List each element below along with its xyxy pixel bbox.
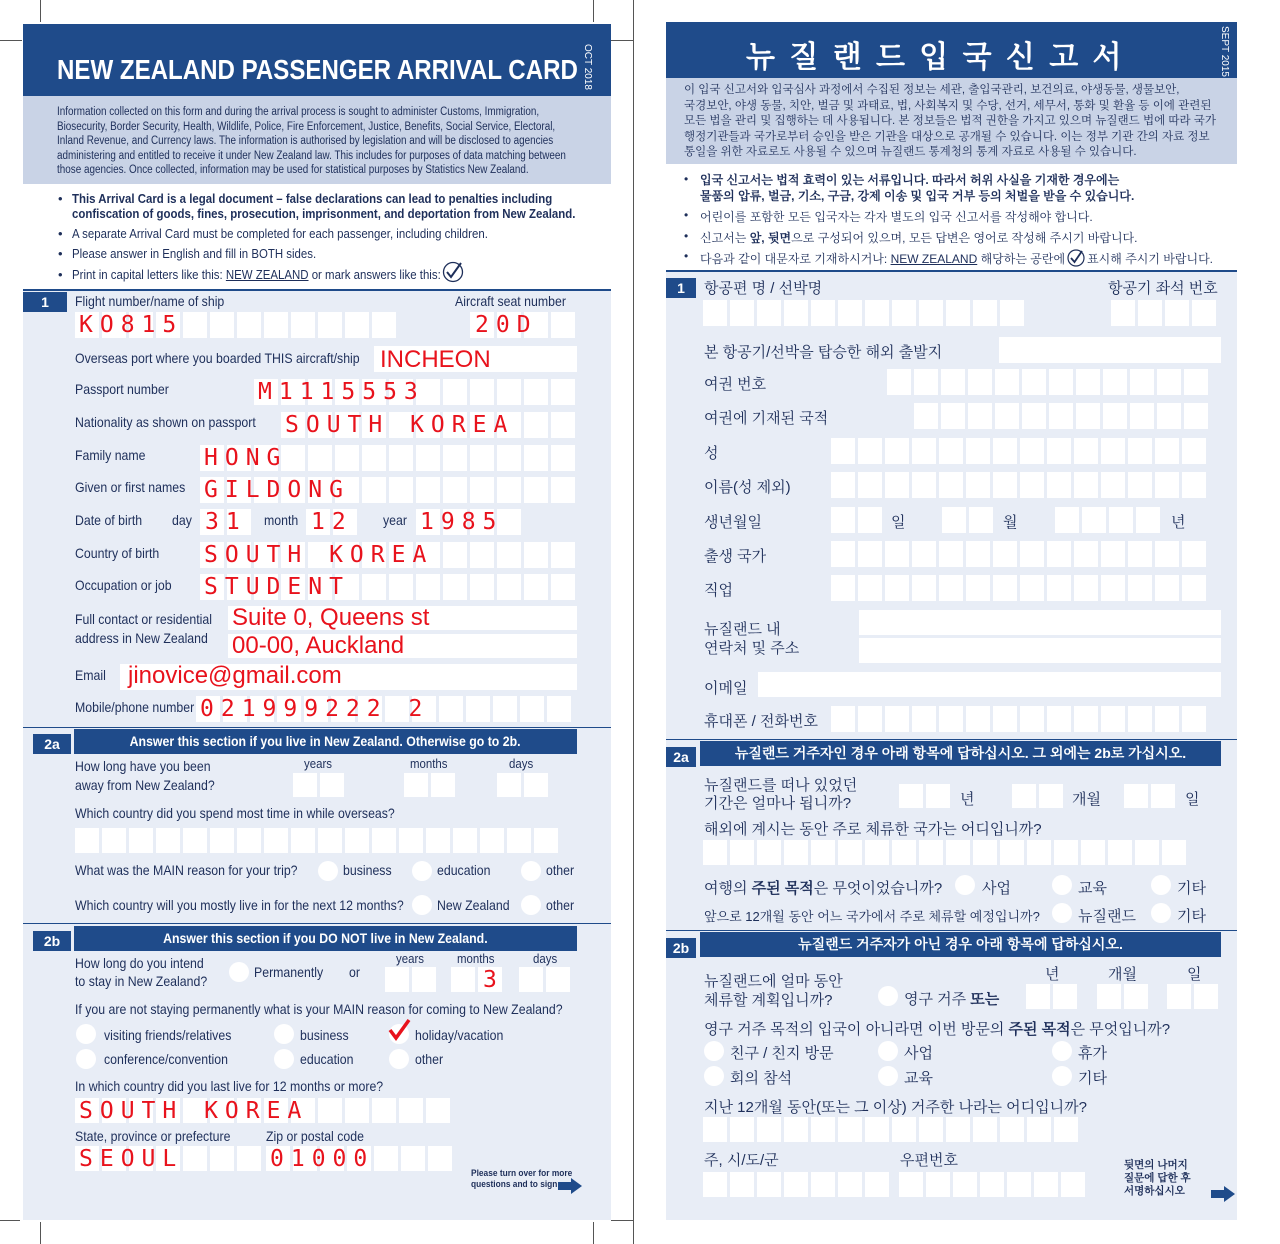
country-overseas-label: 해외에 계시는 동안 주로 체류한 국가는 어디입니까? <box>704 821 1042 838</box>
radio-business[interactable] <box>955 875 975 895</box>
radio-conference[interactable] <box>704 1066 724 1086</box>
given-name-label: Given or first names <box>75 479 186 495</box>
info-line: 행정기관들과 국가로부터 승인을 받은 기관을 대상으로 공개될 수 있습니다. 이는 정부 기관 간의 자료 정보 <box>684 130 1210 143</box>
section-1-number: 1 <box>666 278 696 298</box>
passport-boxes[interactable] <box>887 369 1211 395</box>
email-value: jinovice@gmail.com <box>128 662 342 689</box>
english-title: NEW ZEALAND PASSENGER ARRIVAL CARD <box>57 54 578 85</box>
radio-business[interactable] <box>318 861 338 881</box>
away-days-boxes[interactable] <box>1124 784 1178 808</box>
trip-reason-a: 여행의 <box>704 880 752 897</box>
away-years-boxes[interactable] <box>293 773 347 797</box>
radio-permanently[interactable] <box>229 962 249 982</box>
passport-value: M1115553 <box>258 379 425 405</box>
turn-over-note <box>1124 1159 1191 1198</box>
instruction-both-sides-b: 앞, 뒷면 <box>749 231 792 245</box>
dob-month-value: 12 <box>311 509 353 535</box>
occupation-boxes[interactable] <box>831 575 1209 601</box>
last-lived-boxes[interactable] <box>703 1117 1081 1142</box>
edition-label: OCT 2018 <box>582 44 593 90</box>
months-label: 개월 <box>1072 791 1101 808</box>
korean-title: 뉴 질 랜 드 입 국 신 고 서 <box>746 41 1125 74</box>
option-visiting: visiting friends/relatives <box>104 1027 232 1043</box>
zip-value: 01000 <box>270 1146 375 1172</box>
visit-reason-label: If you are not staying permanently what is your MAIN reason for coming to New Zealand? <box>75 1001 563 1017</box>
country-overseas-boxes[interactable] <box>703 840 1189 865</box>
stay-years-boxes[interactable] <box>385 967 439 992</box>
radio-visiting[interactable] <box>76 1024 96 1044</box>
instruction-capitals <box>700 249 1213 267</box>
dob-day-value: 31 <box>205 509 247 535</box>
occupation-value: STUDENT <box>204 574 350 600</box>
address-field-line2[interactable] <box>859 638 1221 663</box>
radio-visiting[interactable] <box>704 1041 724 1061</box>
radio-other[interactable] <box>1151 875 1171 895</box>
option-business: 사업 <box>904 1045 933 1062</box>
info-line: Inland Revenue, and Currency laws. The information is authorised by legislation and will be disclosed to agencies <box>57 135 554 147</box>
months-label: months <box>457 951 495 966</box>
years-label: years <box>304 756 332 771</box>
radio-holiday[interactable] <box>1052 1041 1072 1061</box>
dob-label: Date of birth <box>75 512 143 528</box>
flight-number-value: KO815 <box>79 312 184 338</box>
privacy-info-band <box>666 78 1237 164</box>
passport-label: Passport number <box>75 381 169 397</box>
divider <box>666 270 1237 272</box>
instruction-capitals-a: Print in capital letters like this: <box>72 267 226 282</box>
option-other-country: 기타 <box>1177 908 1206 925</box>
away-months-boxes[interactable] <box>1012 784 1066 808</box>
days-label: days <box>509 756 534 771</box>
divider <box>666 930 1237 931</box>
section-2b-header <box>74 926 577 951</box>
address-label-line1: Full contact or residential <box>75 611 212 627</box>
family-name-label: 성 <box>704 445 719 462</box>
legal-warning <box>72 191 575 221</box>
away-years-boxes[interactable] <box>899 784 953 808</box>
turn-over-line1: Please turn over for more <box>471 1168 573 1179</box>
family-name-value: HONG <box>204 445 288 471</box>
radio-conference[interactable] <box>76 1049 96 1069</box>
section-2a-number: 2a <box>666 747 696 767</box>
away-months-boxes[interactable] <box>404 773 458 797</box>
days-label: 일 <box>1187 966 1202 983</box>
last-lived-label: In which country did you last live for 12 months or more? <box>75 1078 384 1094</box>
instruction-capitals-example: NEW ZEALAND <box>225 267 309 282</box>
option-business: business <box>300 1027 349 1043</box>
divider <box>23 289 611 291</box>
option-holiday: holiday/vacation <box>415 1027 504 1043</box>
option-other: other <box>415 1051 444 1067</box>
radio-education[interactable] <box>878 1066 898 1086</box>
zip-label: 우편번호 <box>900 1152 958 1169</box>
check-mark-icon <box>1067 249 1085 267</box>
seat-number-value: 20D <box>475 312 538 338</box>
crop-mark <box>0 1220 20 1221</box>
country-of-birth-label: Country of birth <box>75 545 160 561</box>
address-label-line2: 연락처 및 주소 <box>704 640 800 657</box>
dob-month-label: 월 <box>1003 514 1018 531</box>
visit-reason-label <box>704 1018 1170 1039</box>
arrow-right-icon <box>1210 1186 1236 1207</box>
seat-label: Aircraft seat number <box>455 293 566 309</box>
bullet-dot: • <box>58 267 63 282</box>
section-2a-header-text: Answer this section if you live in New Zealand. Otherwise go to 2b. <box>130 733 521 749</box>
arrow-right-icon <box>557 1178 583 1194</box>
section-2b-number: 2b <box>666 938 696 958</box>
permanently-b: 또는 <box>970 991 1000 1008</box>
stay-label-line2: 체류할 계획입니까? <box>704 992 833 1009</box>
option-education: education <box>300 1051 354 1067</box>
legal-warning-line2: 물품의 압류, 벌금, 기소, 구금, 강제 이송 및 입국 거부 등의 처벌을 받을 수 있습니다. <box>700 189 1135 203</box>
phone-value: 021999222 2 <box>200 696 430 722</box>
option-visiting: 친구 / 친지 방문 <box>730 1045 834 1062</box>
occupation-label: Occupation or job <box>75 577 172 593</box>
address-field-line1[interactable] <box>859 610 1221 635</box>
dob-year-boxes[interactable] <box>1055 507 1163 533</box>
stay-days-boxes[interactable] <box>1167 984 1221 1009</box>
trip-reason-label <box>704 877 942 898</box>
radio-new-zealand[interactable] <box>1052 903 1072 923</box>
option-conference: 회의 참석 <box>730 1070 793 1087</box>
turn-over-line2: 질문에 답한 후 <box>1124 1172 1191 1184</box>
bullet-dot: • <box>58 191 63 206</box>
info-line: Biosecurity, Border Security, Health, Wildlife, Police, Fire Enforcement, Justice, Benefits, Social Service, Electoral, <box>57 120 556 133</box>
stay-days-boxes[interactable] <box>519 967 573 992</box>
phone-label: Mobile/phone number <box>75 699 195 715</box>
given-name-boxes[interactable] <box>831 472 1209 498</box>
section-2b-header: 뉴질랜드 거주자가 아닌 경우 아래 항목에 답하십시오. <box>700 932 1221 957</box>
turn-over-line3: 서명하십시오 <box>1124 1185 1185 1197</box>
instruction-separate-card: A separate Arrival Card must be completed for each passenger, including children. <box>72 226 488 241</box>
legal-warning <box>700 172 1134 204</box>
radio-business[interactable] <box>274 1024 294 1044</box>
info-line: 국경보안, 야생 동물, 치안, 벌금 및 과태료, 법, 사회복지 및 수당, 선거, 세무서, 통화 및 환율 등 이에 관련된 <box>684 99 1212 112</box>
option-education: 교육 <box>1078 880 1107 897</box>
nationality-value: SOUTH KOREA <box>285 412 515 438</box>
dob-day-label: 일 <box>891 514 906 531</box>
fold-line <box>633 0 634 1244</box>
visit-reason-a: 영구 거주 목적의 입국이 아니라면 이번 방문의 <box>704 1021 1009 1038</box>
port-field[interactable] <box>999 337 1221 363</box>
address-label-line2: address in New Zealand <box>75 630 208 646</box>
divider <box>666 739 1237 740</box>
port-label: 본 항공기/선박을 탑승한 해외 출발지 <box>704 344 943 361</box>
check-mark-icon <box>442 261 464 283</box>
option-business: 사업 <box>982 880 1011 897</box>
dob-year-label: 년 <box>1171 514 1186 531</box>
instruction-both-sides-c: 으로 구성되어 있으며, 모든 답변은 영어로 작성해 주시기 바랍니다. <box>791 231 1138 245</box>
radio-new-zealand[interactable] <box>412 895 432 915</box>
option-conference: conference/convention <box>104 1051 228 1067</box>
crop-mark <box>611 1220 633 1221</box>
legal-warning-line1: This Arrival Card is a legal document – false declarations can lead to penalties including <box>72 191 553 206</box>
away-label-line2: away from New Zealand? <box>75 777 215 793</box>
radio-permanently[interactable] <box>878 986 898 1006</box>
trip-reason-label: What was the MAIN reason for your trip? <box>75 862 298 878</box>
option-other: 기타 <box>1078 1070 1107 1087</box>
state-label: State, province or prefecture <box>75 1128 231 1144</box>
zip-boxes[interactable] <box>899 1172 1088 1197</box>
option-new-zealand: 뉴질랜드 <box>1078 908 1136 925</box>
section-2b-header-text: Answer this section if you DO NOT live in New Zealand. <box>163 930 488 946</box>
instruction-separate-card: 어린이를 포함한 모든 입국자는 각자 별도의 입국 신고서를 작성해야 합니다. <box>700 210 1093 224</box>
crop-mark <box>0 40 22 41</box>
legal-warning-line2: confiscation of goods, fines, prosecution, imprisonment, and deportation from New Zealand. <box>72 206 576 221</box>
dob-day-boxes[interactable] <box>831 507 885 533</box>
stay-months-boxes[interactable] <box>1097 984 1151 1009</box>
away-label-line1: 뉴질랜드를 떠나 있었던 <box>704 777 858 794</box>
instruction-capitals-c: 해당하는 공란에 <box>977 252 1066 266</box>
occupation-label: 직업 <box>704 582 733 599</box>
radio-other-country[interactable] <box>521 895 541 915</box>
info-line: 통일을 위한 자료로도 사용될 수 있으며 뉴질랜드 통계청의 통계 자료로 사용될 수 있습니다. <box>684 146 1137 158</box>
visit-reason-c: 은 무엇입니까? <box>1070 1021 1171 1038</box>
turn-over-line1: 뒷면의 나머지 <box>1124 1159 1188 1171</box>
instruction-both-sides <box>700 229 1137 246</box>
months-label: months <box>410 756 448 771</box>
nationality-label: Nationality as shown on passport <box>75 414 256 430</box>
nationality-boxes[interactable] <box>914 403 1211 429</box>
divider <box>23 923 611 924</box>
instruction-capitals <box>72 267 441 282</box>
port-label: Overseas port where you boarded THIS aircraft/ship <box>75 350 360 366</box>
nationality-label: 여권에 기재된 국적 <box>704 410 829 427</box>
given-name-label: 이름(성 제외) <box>704 479 791 496</box>
flight-number-boxes[interactable] <box>703 300 1027 326</box>
radio-business[interactable] <box>878 1041 898 1061</box>
phone-boxes[interactable] <box>831 706 1209 732</box>
email-field[interactable] <box>758 672 1221 697</box>
dob-month-label: month <box>264 512 299 528</box>
port-value: INCHEON <box>380 346 491 373</box>
english-title-bar <box>23 24 611 96</box>
divider <box>23 727 611 728</box>
privacy-info-band <box>23 96 611 184</box>
instruction-capitals-d: 표시해 주시기 바랍니다. <box>1087 252 1214 266</box>
instruction-capitals-a: 다음과 같이 대문자로 기재하시거나: <box>700 252 891 266</box>
crop-mark <box>40 1222 41 1244</box>
years-label: 년 <box>960 791 975 808</box>
dob-day-label: day <box>172 512 192 528</box>
last-lived-label: 지난 12개월 동안(또는 그 이상) 거주한 나라는 어디입니까? <box>704 1099 1087 1116</box>
address-value-line2: 00-00, Auckland <box>232 632 405 659</box>
stay-label-line2: to stay in New Zealand? <box>75 973 208 989</box>
given-name-value: GILDONG <box>204 477 350 503</box>
dob-label: 생년월일 <box>704 514 762 531</box>
next-12-months-label: 앞으로 12개월 동안 어느 국가에서 주로 체류할 예정입니까? <box>704 909 1040 924</box>
bullet-dot: • <box>684 172 689 186</box>
dob-year-value: 1985 <box>420 509 504 535</box>
legal-warning-line1: 입국 신고서는 법적 효력이 있는 서류입니다. 따라서 허위 사실을 기재한 경우에는 <box>700 173 1120 187</box>
info-line: 이 입국 신고서와 입국심사 과정에서 수집된 정보는 세관, 출입국관리, 보건의료, 야생동물, 생물보안, <box>684 84 1180 96</box>
info-line: Information collected on this form and during the arrival process is sought to administer Customs, Immigration, <box>57 106 540 118</box>
section-2a-number: 2a <box>33 734 71 754</box>
instruction-capitals-c: or mark answers like this: <box>308 267 441 282</box>
radio-other-country[interactable] <box>1151 903 1171 923</box>
radio-education[interactable] <box>274 1049 294 1069</box>
country-of-birth-value: SOUTH KOREA <box>204 542 434 568</box>
section-2b-number: 2b <box>33 931 71 951</box>
days-label: days <box>533 951 558 966</box>
address-label-line1: 뉴질랜드 내 <box>704 621 781 638</box>
country-overseas-boxes[interactable] <box>75 828 561 853</box>
phone-label: 휴대폰 / 전화번호 <box>704 713 818 730</box>
instruction-capitals-example: NEW ZEALAND <box>890 252 978 266</box>
permanently-label: Permanently <box>254 964 324 980</box>
crop-mark <box>593 0 594 22</box>
bullet-dot: • <box>684 229 689 243</box>
section-2a-header <box>74 729 577 754</box>
bullet-dot: • <box>58 246 63 261</box>
trip-reason-c: 은 무엇이었습니까? <box>813 880 943 897</box>
next-12-months-label: Which country will you mostly live in for the next 12 months? <box>75 897 404 913</box>
section-2a-header: 뉴질랜드 거주자인 경우 아래 항목에 답하십시오. 그 외에는 2b로 가십시오. <box>700 741 1221 766</box>
option-other-country: other <box>546 897 575 913</box>
country-overseas-label: Which country did you spend most time in while overseas? <box>75 805 395 821</box>
last-lived-value: SOUTH KOREA <box>79 1098 309 1124</box>
stay-years-boxes[interactable] <box>1026 984 1080 1009</box>
dob-month-boxes[interactable] <box>942 507 996 533</box>
option-education: education <box>437 862 491 878</box>
years-label: years <box>396 951 424 966</box>
flight-label: 항공편 명 / 선박명 <box>704 280 823 297</box>
check-mark-icon <box>386 1018 412 1042</box>
family-name-boxes[interactable] <box>831 438 1209 464</box>
instruction-english: Please answer in English and fill in BOTH sides. <box>72 246 317 261</box>
radio-education[interactable] <box>412 861 432 881</box>
days-label: 일 <box>1185 791 1200 808</box>
address-value-line1: Suite 0, Queens st <box>232 604 430 631</box>
away-days-boxes[interactable] <box>497 773 551 797</box>
permanently-label <box>904 988 999 1009</box>
visit-reason-b: 주된 목적 <box>1008 1021 1071 1038</box>
stay-label-line1: 뉴질랜드에 얼마 동안 <box>704 973 843 990</box>
radio-other[interactable] <box>521 861 541 881</box>
radio-other[interactable] <box>389 1049 409 1069</box>
radio-other[interactable] <box>1052 1066 1072 1086</box>
flight-label: Flight number/name of ship <box>75 293 225 309</box>
or-label: or <box>349 964 360 980</box>
section-1-number: 1 <box>23 292 67 312</box>
zip-label: Zip or postal code <box>266 1128 364 1144</box>
stay-months-value: 3 <box>483 967 504 993</box>
away-label-line1: How long have you been <box>75 758 211 774</box>
years-label: 년 <box>1045 966 1060 983</box>
state-value: SEOUL <box>79 1146 184 1172</box>
seat-number-boxes[interactable] <box>1111 300 1219 326</box>
state-label: 주, 시/도/군 <box>704 1152 779 1169</box>
option-other: 기타 <box>1177 880 1206 897</box>
radio-education[interactable] <box>1052 875 1072 895</box>
family-name-label: Family name <box>75 447 146 463</box>
trip-reason-b: 주된 목적 <box>751 880 814 897</box>
state-boxes[interactable] <box>703 1172 892 1197</box>
crop-mark <box>40 0 41 22</box>
bullet-dot: • <box>684 208 689 222</box>
bullet-dot: • <box>684 249 689 263</box>
info-line: 모든 법을 관리 및 집행하는 데 사용됩니다. 본 정보들은 법적 권한을 가지고 있으며 뉴질랜드 법에 따라 국가 <box>684 115 1216 127</box>
seat-label: 항공기 좌석 번호 <box>1108 280 1218 297</box>
info-line: those agencies. Once collected, information may be used for statistical purposes by Statistics New Zealand. <box>57 164 529 176</box>
option-education: 교육 <box>904 1070 933 1087</box>
option-holiday: 휴가 <box>1078 1045 1107 1062</box>
crop-mark <box>611 40 633 41</box>
info-line: administering and entitled to receive it under New Zealand law. This includes for purposes of data matching between <box>57 149 566 162</box>
stay-label-line1: How long do you intend <box>75 955 204 971</box>
edition-label: SEPT 2015 <box>1219 26 1230 77</box>
permanently-a: 영구 거주 <box>904 991 971 1008</box>
crop-mark <box>593 1222 594 1244</box>
email-label: 이메일 <box>704 680 748 697</box>
korean-title-bar <box>666 22 1237 78</box>
turn-over-line2: questions and to sign <box>471 1179 558 1190</box>
instruction-both-sides-a: 신고서는 <box>700 231 750 245</box>
email-label: Email <box>75 667 106 683</box>
option-other: other <box>546 862 575 878</box>
option-business: business <box>343 862 392 878</box>
passport-label: 여권 번호 <box>704 376 767 393</box>
country-of-birth-label: 출생 국가 <box>704 548 767 565</box>
months-label: 개월 <box>1108 966 1137 983</box>
away-label-line2: 기간은 얼마나 됩니까? <box>704 795 852 812</box>
bullet-dot: • <box>58 226 63 241</box>
option-new-zealand: New Zealand <box>437 897 510 913</box>
country-of-birth-boxes[interactable] <box>831 541 1209 567</box>
dob-year-label: year <box>383 512 407 528</box>
